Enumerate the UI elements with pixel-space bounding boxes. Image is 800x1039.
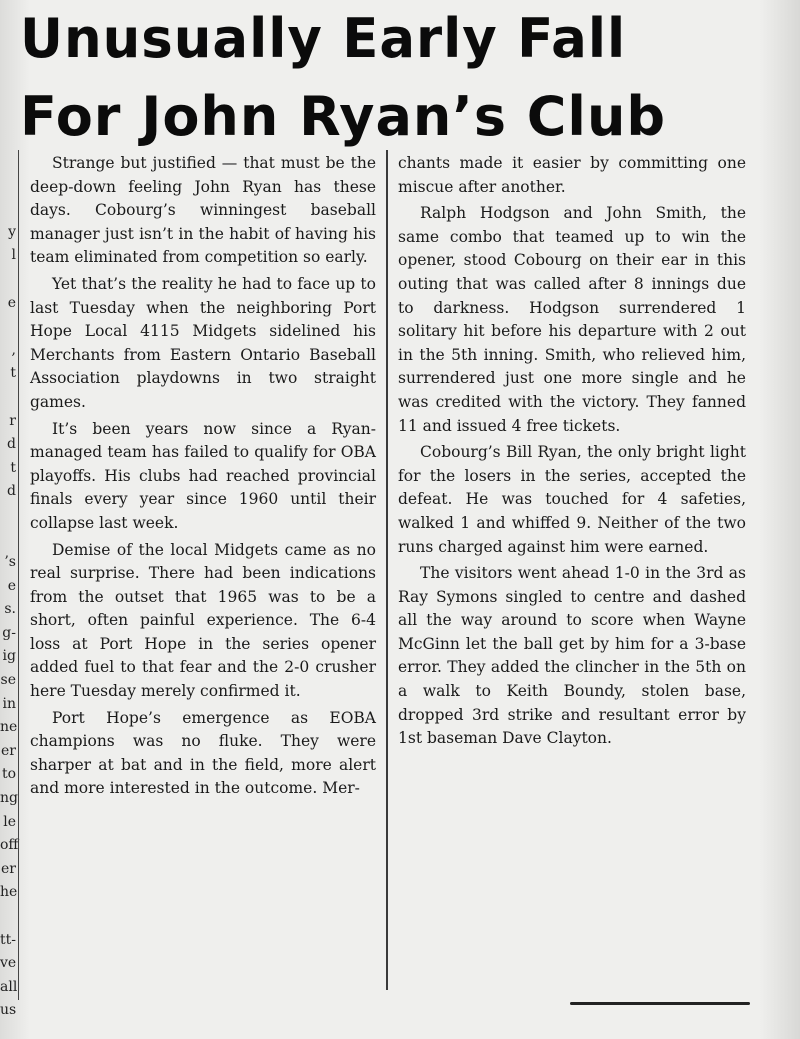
- paragraph: It’s been years now since a Ryan-managed team has failed to qualify for OBA playoffs. His clubs had reached provincial finals every year since 1960 until their collapse last week.: [30, 419, 376, 532]
- article-right-column: [398, 152, 746, 751]
- adjacent-column-fragments: y l e , t r d t d ’s e s. g- ig se in ne er to ng le off er he tt- ve all us: [0, 223, 19, 1019]
- paragraph: chants made it easier by committing one miscue after another.: [398, 154, 746, 196]
- paragraph: Port Hope’s emergence as EOBA champions was no fluke. They were sharper at bat and in the field, more alert and more interested in the outcome. Mer-: [30, 708, 376, 798]
- paragraph: Yet that’s the reality he had to face up to last Tuesday when the neighboring Port Hope Local 4115 Midgets sidelined his Merchants from Eastern Ontario Baseball Association playdowns in two straight games.: [30, 274, 376, 411]
- column-divider: [386, 150, 388, 990]
- headline-line-1: Unusually Early Fall: [20, 7, 627, 70]
- end-rule: [570, 1002, 750, 1005]
- paragraph: Ralph Hodgson and John Smith, the same combo that teamed up to win the opener, stood Cobourg on their ear in this outing that was called after 8 innings due to darkness. Hodgson surrendered 1 solitary hit before his departure with 2 out in the 5th inning. Smith, who relieved him, surrendered just one more single and he was credited with the victory. They fanned 11 and issued 4 free tickets.: [398, 204, 746, 435]
- paragraph: Cobourg’s Bill Ryan, the only bright light for the losers in the series, accepted the defeat. He was touched for 4 safeties, walked 1 and whiffed 9. Neither of the two runs charged against him were earned.: [398, 443, 746, 556]
- article-left-column: [30, 152, 376, 801]
- paragraph: The visitors went ahead 1-0 in the 3rd as Ray Symons singled to centre and dashed all the way around to score when Wayne McGinn let the ball get by him for a 3-base error. They added the clincher in the 5th on a walk to Keith Boundy, stolen base, dropped 3rd strike and resultant error by 1st baseman Dave Clayton.: [398, 564, 746, 748]
- paragraph: Strange but justified — that must be the deep-down feeling John Ryan has these days. Cobourg’s winningest baseball manager just isn’t in the habit of having his team eliminated from competition so early.: [30, 154, 376, 267]
- paragraph: Demise of the local Midgets came as no real surprise. There had been indications from the outset that 1965 was to be a short, often painful experience. The 6-4 loss at Port Hope in the series opener added fuel to that fear and the 2-0 crusher here Tuesday merely confirmed it.: [30, 540, 376, 701]
- headline-line-2: For John Ryan’s Club: [20, 85, 667, 148]
- margin-column-rule: [18, 150, 19, 1000]
